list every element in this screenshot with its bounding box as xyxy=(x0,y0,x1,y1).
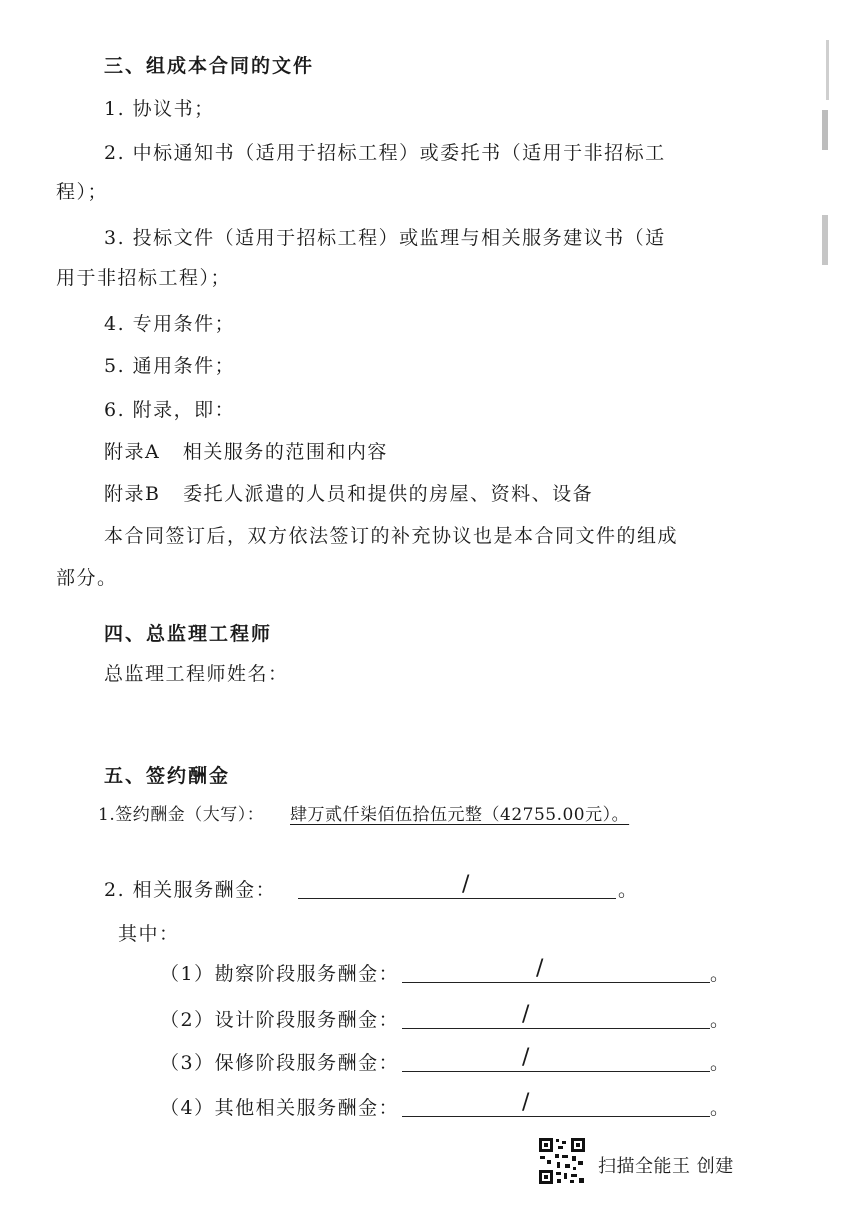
list-item: 6. 附录，即： xyxy=(104,399,236,421)
note-text-continuation: 部分。 xyxy=(56,567,118,589)
section-3-heading: 三、组成本合同的文件 xyxy=(104,55,315,77)
sub-item-value: / xyxy=(522,1090,530,1115)
section-4-heading: 四、总监理工程师 xyxy=(104,623,273,645)
sub-item-value: / xyxy=(536,956,544,981)
sub-item-label: （3）保修阶段服务酬金： xyxy=(160,1052,400,1074)
sub-item-blank xyxy=(402,1006,710,1029)
sub-item-label: （1）勘察阶段服务酬金： xyxy=(160,963,400,985)
scan-edge-mark xyxy=(822,215,828,265)
sub-item-blank xyxy=(402,1049,710,1072)
section-5-heading: 五、签约酬金 xyxy=(104,765,231,787)
note-text: 本合同签订后，双方依法签订的补充协议也是本合同文件的组成 xyxy=(104,525,679,547)
sub-item-value: / xyxy=(522,1002,530,1027)
contract-fee-label: 1.签约酬金（大写）： xyxy=(98,805,265,825)
list-item: 1. 协议书； xyxy=(104,98,215,120)
chief-engineer-name-label: 总监理工程师姓名： xyxy=(104,663,289,685)
related-fee-value: / xyxy=(462,872,470,897)
end-mark: 。 xyxy=(710,1052,731,1074)
appendix-b: 附录B 委托人派遣的人员和提供的房屋、资料、设备 xyxy=(104,483,594,505)
appendix-a: 附录A 相关服务的范围和内容 xyxy=(104,441,388,463)
end-mark: 。 xyxy=(710,1097,731,1119)
end-mark: 。 xyxy=(710,1009,731,1031)
scan-edge-mark xyxy=(822,110,828,150)
sub-item-blank xyxy=(402,1094,710,1117)
list-item: 2. 中标通知书（适用于招标工程）或委托书（适用于非招标工 xyxy=(104,142,666,164)
end-mark: 。 xyxy=(710,963,731,985)
list-item-continuation: 程）； xyxy=(56,181,109,203)
sub-item-label: （4）其他相关服务酬金： xyxy=(160,1097,400,1119)
scan-edge-mark xyxy=(826,40,829,100)
scanner-watermark: 扫描全能王 创建 xyxy=(598,1156,734,1177)
qr-code-icon xyxy=(538,1137,586,1185)
list-item: 3. 投标文件（适用于招标工程）或监理与相关服务建议书（适 xyxy=(104,227,666,249)
related-fee-blank xyxy=(298,876,616,899)
sub-item-blank xyxy=(402,960,710,983)
list-item-continuation: 用于非招标工程）； xyxy=(56,267,232,289)
sub-item-value: / xyxy=(522,1045,530,1070)
sub-item-label: （2）设计阶段服务酬金： xyxy=(160,1009,400,1031)
end-mark: 。 xyxy=(618,879,639,901)
among-label: 其中： xyxy=(118,923,180,945)
contract-fee-value: 肆万贰仟柒佰伍拾伍元整（42755.00元）。 xyxy=(290,805,630,825)
related-fee-label: 2. 相关服务酬金： xyxy=(104,879,277,901)
list-item: 5. 通用条件； xyxy=(104,355,236,377)
list-item: 4. 专用条件； xyxy=(104,313,236,335)
